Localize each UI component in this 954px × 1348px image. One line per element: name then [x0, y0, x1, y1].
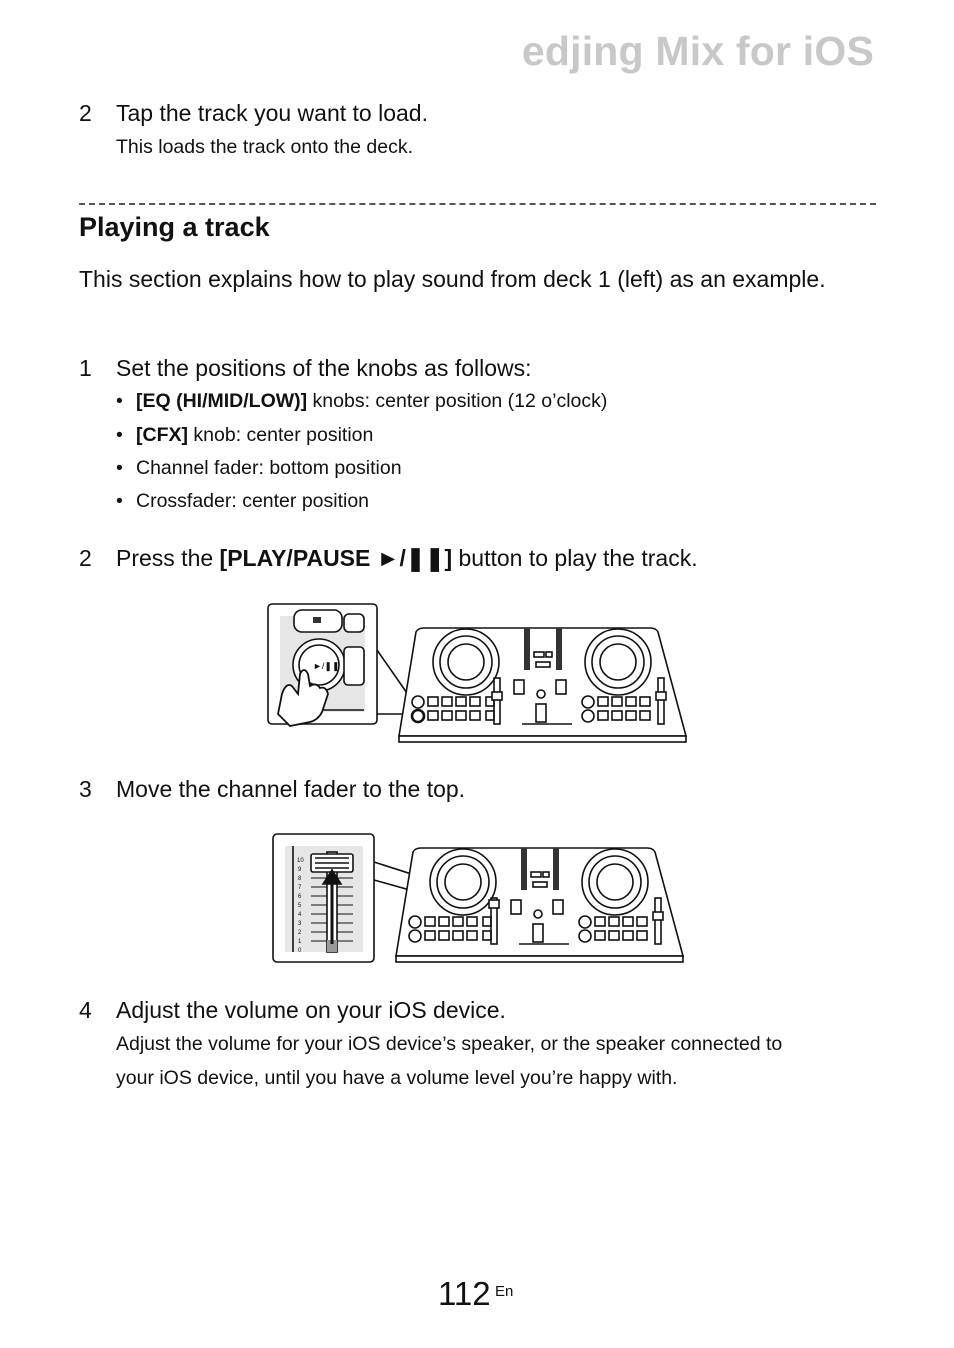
svg-text:3: 3	[298, 921, 302, 927]
step-move-fader	[79, 776, 879, 806]
step-note-line-2: your iOS device, until you have a volume level you’re happy with.	[116, 1067, 678, 1089]
step-number: 2	[79, 545, 92, 571]
step-number: 2	[79, 100, 92, 126]
step-load-track	[79, 100, 879, 130]
step-set-knobs	[79, 355, 879, 385]
step-note: This loads the track onto the deck.	[116, 136, 413, 158]
header-title: edjing Mix for iOS	[521, 28, 874, 74]
step-text: Adjust the volume on your iOS device.	[116, 997, 506, 1023]
step-number: 3	[79, 776, 92, 802]
section-divider	[79, 203, 876, 205]
channel-fader-illustration	[271, 832, 687, 966]
svg-text:2: 2	[298, 930, 302, 936]
step-number: 1	[79, 355, 92, 381]
svg-text:4: 4	[298, 912, 302, 918]
svg-text:9: 9	[298, 867, 302, 873]
svg-text:10: 10	[297, 858, 304, 864]
svg-text:8: 8	[298, 876, 302, 882]
svg-text:1: 1	[298, 939, 302, 945]
svg-text:7: 7	[298, 885, 302, 891]
page-number: 112	[438, 1275, 491, 1312]
step-press-play: 2 Press the [PLAY/PAUSE ►/❚❚] button to play the track.	[79, 545, 698, 571]
svg-text:5: 5	[298, 903, 302, 909]
list-item: • Crossfader: center position	[116, 490, 370, 512]
step-text: Move the channel fader to the top.	[116, 776, 466, 802]
svg-text:►/❚❚: ►/❚❚	[313, 661, 340, 671]
step-text: Tap the track you want to load.	[116, 100, 428, 126]
list-item: • [CFX] knob: center position	[116, 424, 374, 446]
list-item: • [EQ (HI/MID/LOW)] knobs: center position (12 o’clock)	[116, 390, 608, 412]
step-text: Set the positions of the knobs as follows:	[116, 355, 532, 381]
step-number: 4	[79, 997, 92, 1023]
list-item: • Channel fader: bottom position	[116, 457, 402, 479]
svg-text:0: 0	[298, 948, 302, 954]
svg-text:6: 6	[298, 894, 302, 900]
step-note-line-1: Adjust the volume for your iOS device’s speaker, or the speaker connected to	[116, 1033, 783, 1055]
step-adjust-volume	[79, 997, 879, 1027]
play-pause-illustration	[266, 602, 690, 748]
section-intro: This section explains how to play sound from deck 1 (left) as an example.	[79, 266, 826, 292]
page-language: En	[495, 1283, 514, 1300]
knob-settings-list	[116, 390, 876, 520]
section-title: Playing a track	[79, 212, 270, 242]
